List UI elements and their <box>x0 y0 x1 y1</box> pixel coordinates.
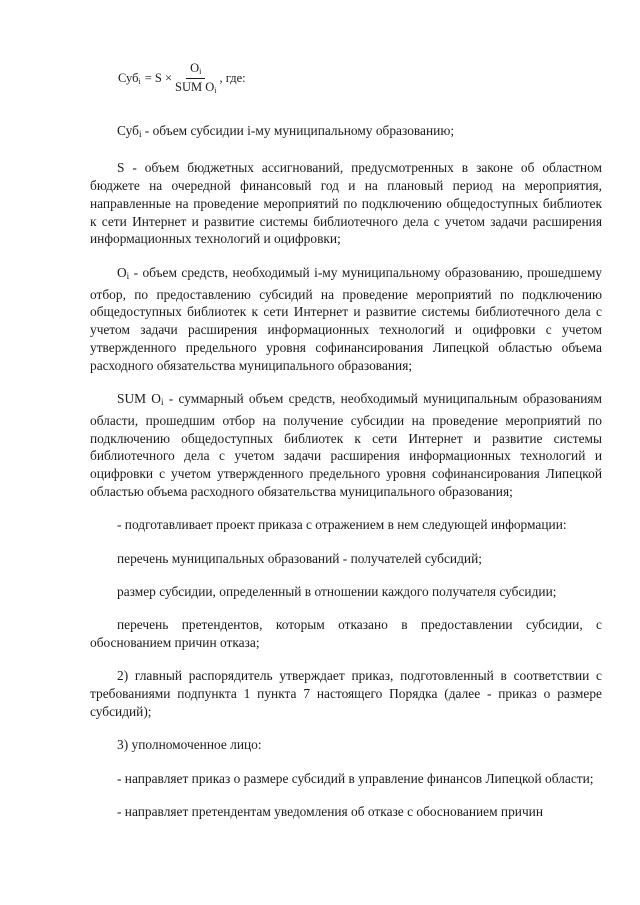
formula-suffix: , где: <box>219 71 246 86</box>
paragraph: - направляет претендентам уведомления об отказе с обоснованием причин <box>117 803 544 819</box>
paragraph: SUM Oi - суммарный объем средств, необходимый муниципальным образованиям области, прошедшим отбор на получение субсидии на проведение мероприятий по подключению общедоступных библиотек к сети Интернет и развитие системы библиотечного дела с учетом задачи расширения информационных технологий и оцифровки с учетом утвержденного предельного уровня софинансирования Липецкой областью объема расходного обязательства муниципального образования; <box>90 391 603 500</box>
paragraph: S - объем бюджетных ассигнований, предусмотренных в законе об областном бюджете на очередной финансовый год и на плановый период на мероприятия, направленные на проведение мероприятий по подключению общедоступных библиотек к сети Интернет и развитие системы библиотечного дела с учетом задачи расширения информационных технологий и оцифровки; <box>90 160 602 247</box>
formula-equals-times: = S × <box>144 71 173 86</box>
paragraph: 2) главный распорядитель утверждает приказ, подготовленный в соответствии с требованиями подпункта 1 пункта 7 настоящего Порядка (далее - приказ о размере субсидий); <box>90 668 602 719</box>
paragraph: размер субсидии, определенный в отношении каждого получателя субсидии; <box>117 583 557 599</box>
formula-numerator: $O_i$ <box>186 62 205 79</box>
body-text <box>90 122 602 821</box>
paragraph: перечень претендентов, которым отказано в предоставлении субсидии, с обоснованием причин отказа; <box>90 617 602 651</box>
paragraph: - направляет приказ о размере субсидий в управление финансов Липецкой области; <box>117 770 594 786</box>
paragraph: Oi - объем средств, необходимый i-му муниципальному образованию, прошедшему отбор, по предоставлению субсидий на проведение мероприятий по подключению общедоступных библиотек к сети Интернет и развитие системы библиотечного дела с учетом задачи расширения информационных технологий и оцифровки с учетом утвержденного предельного уровня софинансирования Липецкой областью объема расходного обязательства муниципального образования; <box>90 264 602 373</box>
formula-lhs: Суб$_i$ <box>118 70 141 86</box>
subsidy-formula <box>118 62 246 95</box>
paragraph: перечень муниципальных образований - получателей субсидий; <box>117 550 482 566</box>
paragraph: Субi - объем субсидии i-му муниципальному образованию; <box>117 123 455 139</box>
formula-denominator: SUM $O_i$ <box>175 80 217 95</box>
formula-fraction <box>175 62 216 95</box>
paragraph: - подготавливает проект приказа с отражением в нем следующей информации: <box>117 517 567 533</box>
paragraph: 3) уполномоченное лицо: <box>117 737 262 753</box>
